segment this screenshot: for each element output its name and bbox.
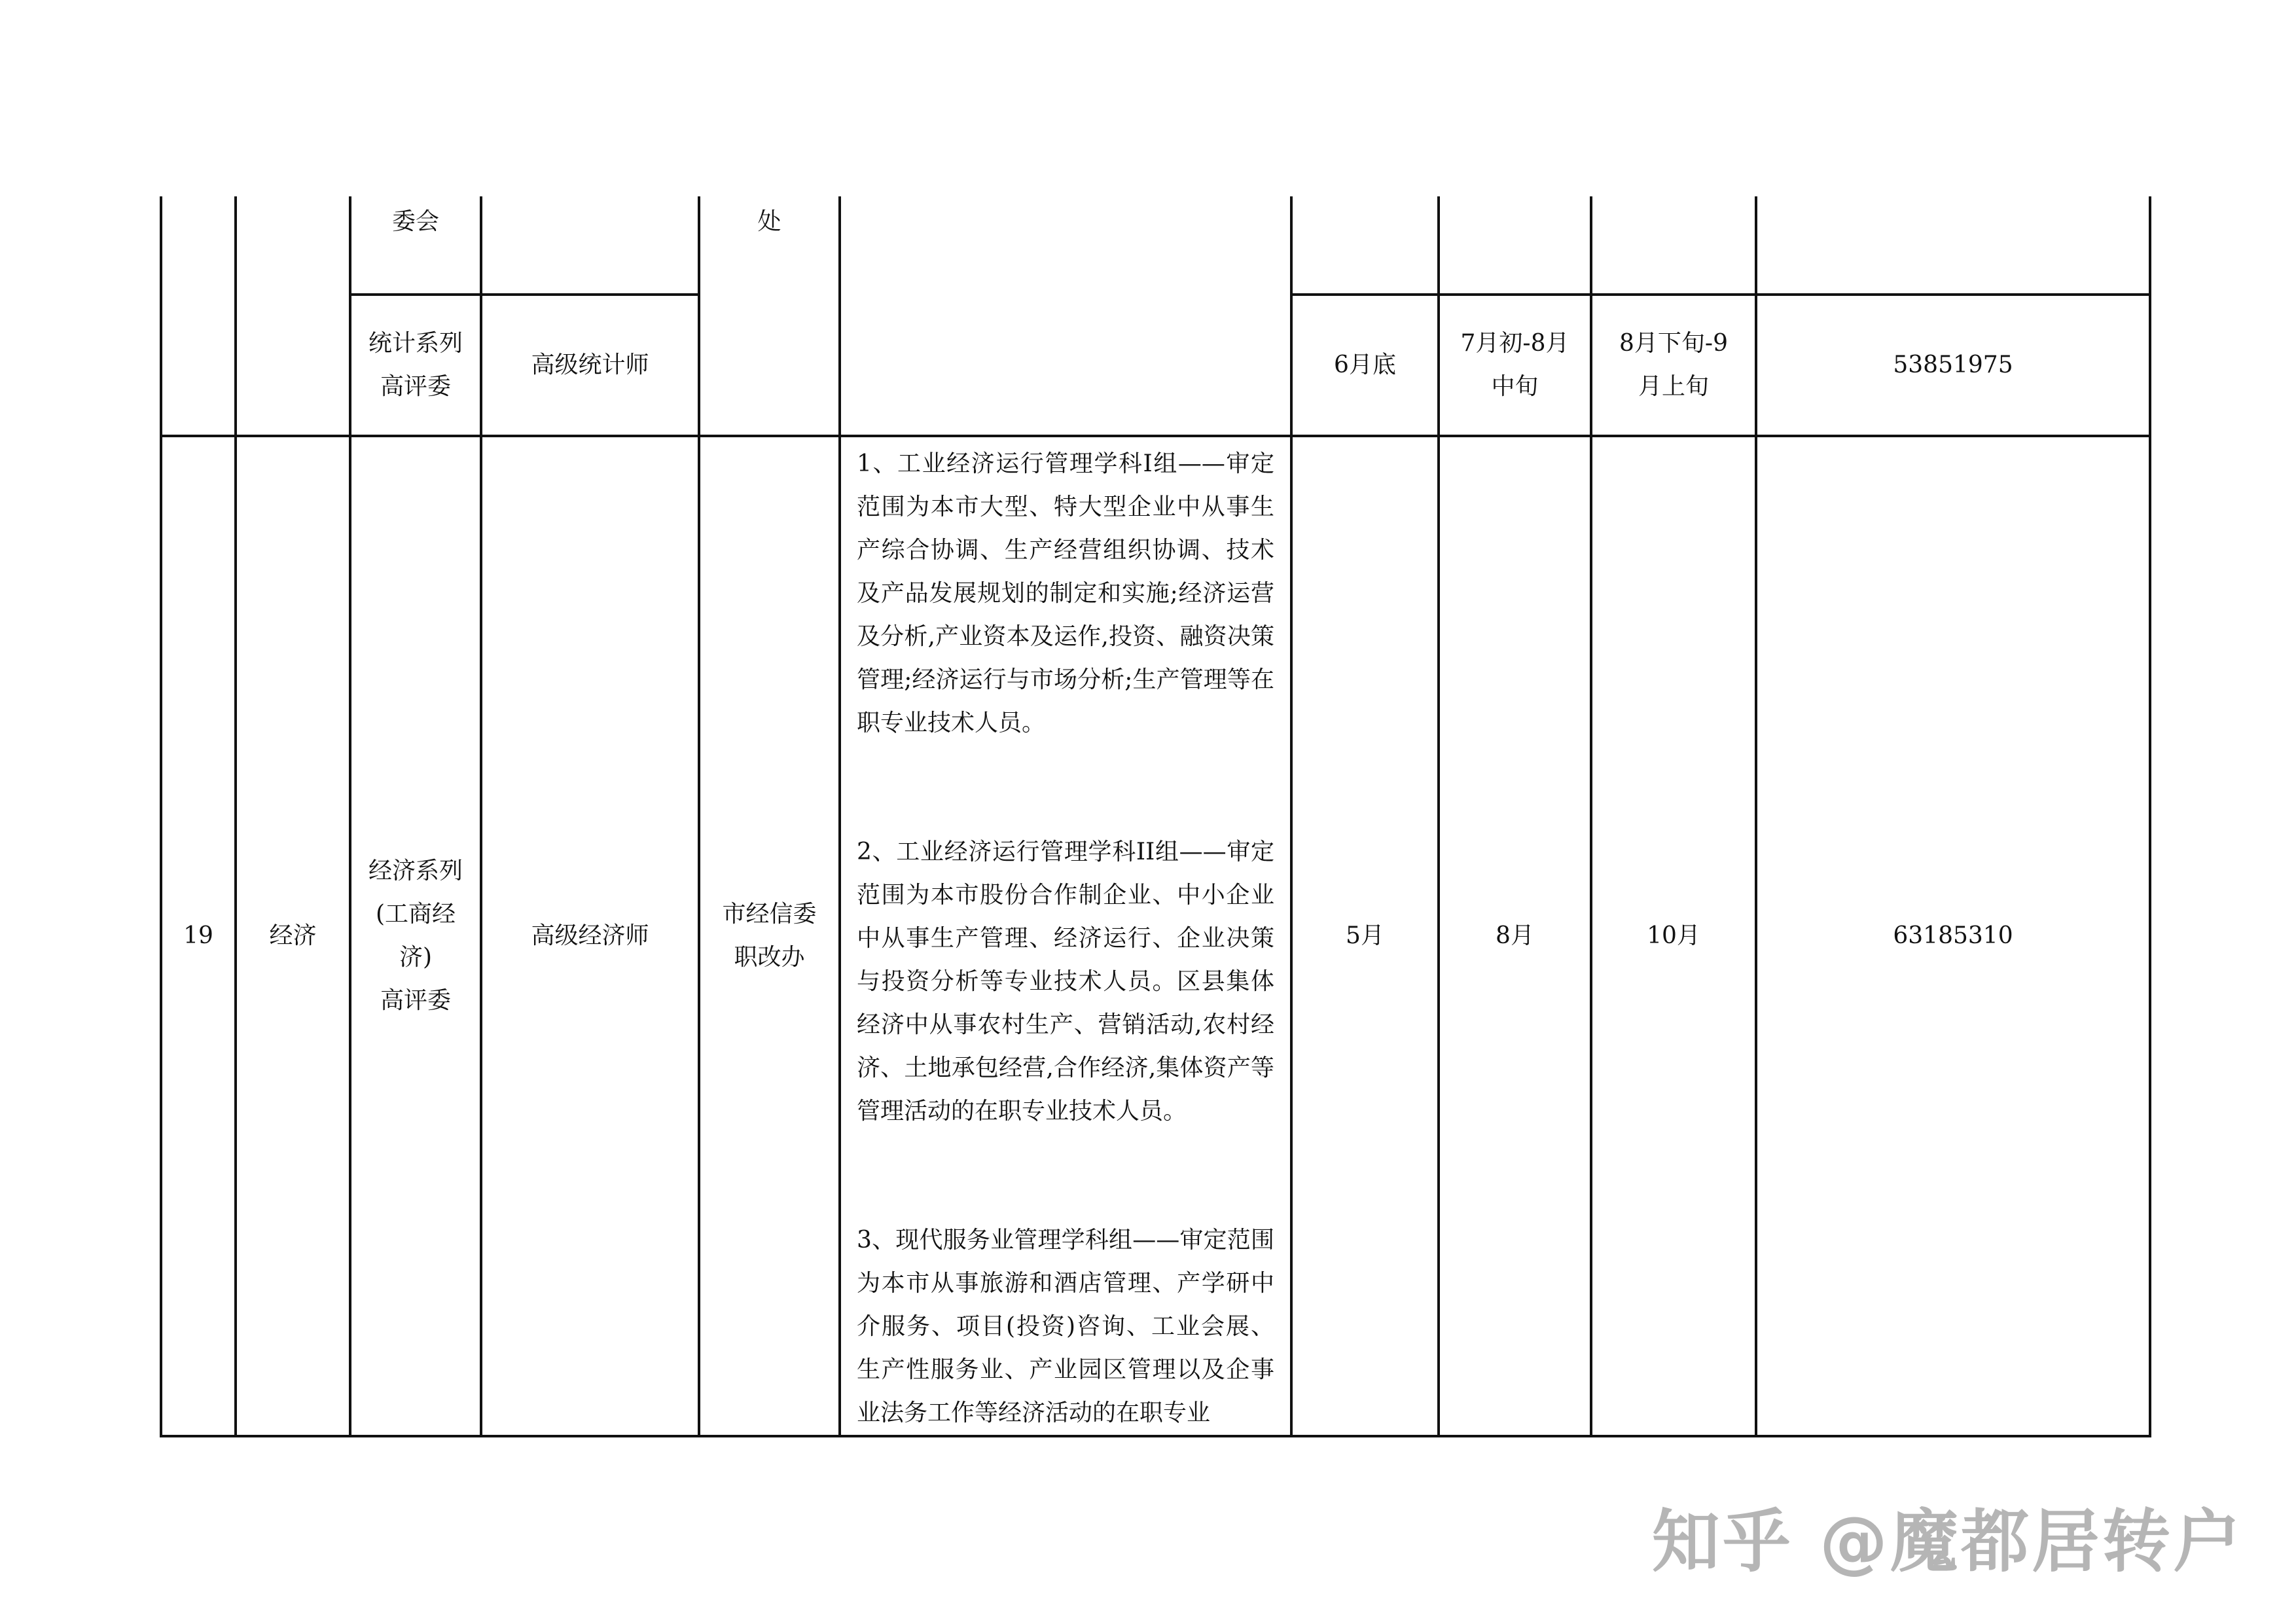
result-period-line-1: 8月下旬-9	[1619, 330, 1728, 357]
evaluation-schedule-table	[160, 196, 2151, 1437]
review-period-text: 8月	[1496, 922, 1534, 949]
declare-date-cell-continued	[1291, 196, 1439, 295]
scope-cell	[840, 436, 1291, 1436]
title-cell	[481, 436, 699, 1436]
office-line-2: 职改办	[734, 944, 805, 971]
index-cell-continued	[161, 196, 236, 436]
committee-line-3: 济)	[399, 944, 433, 971]
review-period-line-1: 7月初-8月	[1460, 330, 1570, 357]
committee-cont-text: 委会	[391, 208, 439, 235]
review-period-cell	[1439, 436, 1591, 1436]
declare-date-cell	[1291, 295, 1439, 436]
declare-date-text: 5月	[1346, 922, 1384, 949]
table-row-economics	[161, 436, 2150, 1436]
result-period-text: 10月	[1647, 922, 1700, 949]
title-text: 高级经济师	[531, 922, 649, 949]
phone-cell	[1756, 436, 2150, 1436]
zhihu-watermark: 知乎 @魔都居转户	[1651, 1502, 2244, 1581]
phone-text: 63185310	[1893, 922, 2013, 949]
phone-cell	[1756, 295, 2150, 436]
office-line-1: 市经信委	[722, 901, 817, 928]
table-row-statistics-continued	[161, 196, 2150, 295]
scope-cell-continued	[840, 196, 1291, 436]
office-cell	[699, 436, 840, 1436]
committee-cell	[350, 436, 481, 1436]
index-text: 19	[183, 922, 213, 949]
title-cell	[481, 295, 699, 436]
committee-cell-continued	[350, 196, 481, 295]
phone-cell-continued	[1756, 196, 2150, 295]
review-period-cell	[1439, 295, 1591, 436]
series-text: 经济	[269, 922, 317, 949]
declare-date-cell	[1291, 436, 1439, 1436]
committee-line-4: 高评委	[380, 987, 451, 1014]
declare-date-text: 6月底	[1334, 352, 1396, 378]
committee-line-2: (工商经	[375, 901, 456, 928]
scope-paragraph-2: 2、工业经济运行管理学科II组——审定范围为本市股份合作制企业、中小企业中从事生产管理、经济运行、企业决策与投资分析等专业技术人员。区县集体经济中从事农村生产、营销活动,农村经济、土地承包经营,合作经济,集体资产等管理活动的在职专业技术人员。	[857, 839, 1274, 1125]
index-cell	[161, 436, 236, 1436]
review-period-cell-continued	[1439, 196, 1591, 295]
office-cont-text: 处	[757, 208, 781, 235]
scope-paragraph-3: 3、现代服务业管理学科组——审定范围为本市从事旅游和酒店管理、产学研中介服务、项目(投资)咨询、工业会展、生产性服务业、产业园区管理以及企事业法务工作等经济活动的在职专业	[857, 1227, 1274, 1426]
office-cell-continued	[699, 196, 840, 436]
series-cell	[236, 436, 350, 1436]
committee-cell	[350, 295, 481, 436]
committee-line-1: 经济系列	[368, 857, 463, 884]
title-cell-continued	[481, 196, 699, 295]
committee-line-1: 统计系列	[368, 330, 463, 357]
scope-paragraph-1: 1、工业经济运行管理学科I组——审定范围为本市大型、特大型企业中从事生产综合协调、生产经营组织协调、技术及产品发展规划的制定和实施;经济运营及分析,产业资本及运作,投资、融资决策管理;经济运行与市场分析;生产管理等在职专业技术人员。	[857, 450, 1274, 736]
title-text: 高级统计师	[531, 352, 649, 378]
result-period-line-2: 月上旬	[1638, 373, 1709, 400]
result-period-cell	[1591, 295, 1756, 436]
phone-text: 53851975	[1893, 352, 2013, 378]
result-period-cell	[1591, 436, 1756, 1436]
result-period-cell-continued	[1591, 196, 1756, 295]
series-cell-continued	[236, 196, 350, 436]
review-period-line-2: 中旬	[1491, 373, 1539, 400]
committee-line-2: 高评委	[380, 373, 451, 400]
